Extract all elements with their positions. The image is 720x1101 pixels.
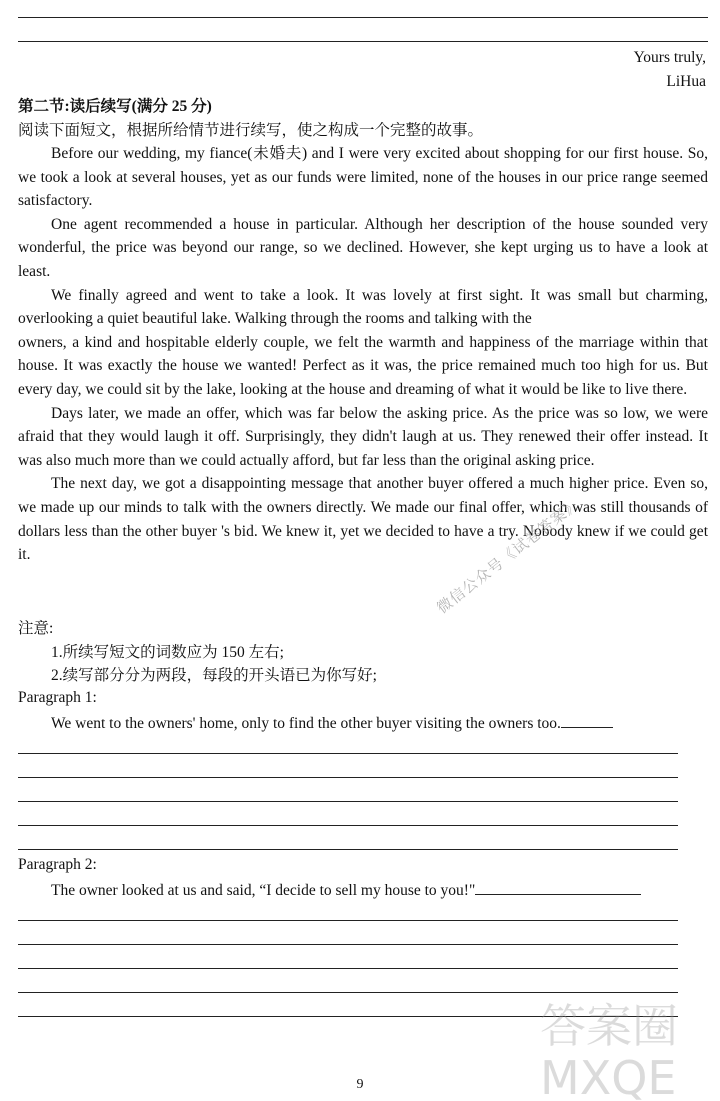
answer-line[interactable] xyxy=(18,944,678,945)
letter-closing: Yours truly, xyxy=(633,49,706,66)
section-title: 第二节:读后续写(满分 25 分) xyxy=(18,98,212,115)
note-item: 1.所续写短文的词数应为 150 左右; xyxy=(51,643,284,661)
paragraph2-label: Paragraph 2: xyxy=(18,856,97,873)
passage-paragraph: Before our wedding, my fiance(未婚夫) and I were very excited about shopping for our first house. So, we took a look at several houses, yet as our funds were limited, none of the houses in our price range seemed satisfactory. xyxy=(18,145,708,210)
notes xyxy=(18,617,708,688)
note-item: 2.续写部分分为两段，每段的开头语已为你写好; xyxy=(51,667,377,685)
passage-paragraph: Days later, we made an offer, which was far below the asking price. As the price was so low, we were afraid that they would laugh it off. Surprisingly, they didn't laugh at us. They renewed their offer instead. It was also much more than we could actually afford, but far less than the original asking price. xyxy=(18,404,708,469)
svg-text:MXQE: MXQE xyxy=(540,1051,677,1101)
page-number: 9 xyxy=(356,1077,364,1092)
answer-line[interactable] xyxy=(18,753,678,754)
passage-paragraph: We finally agreed and went to take a look. It was lovely at first sight. It was small but charming, overlooking a quiet beautiful lake. Walking through the rooms and talking with the xyxy=(18,286,708,328)
reading-passage xyxy=(18,142,708,567)
paragraph2-opening-text: The owner looked at us and said, “I decide to sell my house to you!" xyxy=(51,882,476,899)
notes-heading: 注意: xyxy=(18,620,54,637)
answer-line[interactable] xyxy=(18,825,678,826)
paragraph2-opening xyxy=(51,880,641,900)
paragraph1-label: Paragraph 1: xyxy=(18,689,97,706)
answer-line xyxy=(18,41,708,42)
answer-line[interactable] xyxy=(18,920,678,921)
answer-line[interactable] xyxy=(18,801,678,802)
svg-text:答案圈: 答案圈 xyxy=(540,999,678,1053)
paragraph1-blank[interactable] xyxy=(561,713,613,728)
passage-paragraph: owners, a kind and hospitable elderly couple, we felt the warmth and happiness of the marriage within that house. It was exactly the house we wanted! Perfect as it was, the price remained much too high for us. But every day, we could sit by the lake, looking at the house and dreaming of what it would be like to live there. xyxy=(18,333,708,398)
answer-line xyxy=(18,17,708,18)
answer-line[interactable] xyxy=(18,849,678,850)
watermark: 微信公众号《试卷答案》 xyxy=(433,494,584,618)
paragraph2-blank[interactable] xyxy=(475,880,641,895)
answer-line[interactable] xyxy=(18,968,678,969)
passage-paragraph: The next day, we got a disappointing message that another buyer offered a much higher price. Even so, we made up our minds to talk with the owners directly. We made our final offer, which was still thousands of dollars less than the other buyer 's bid. We knew it, yet we decided to have a try. Nobody knew if we could get it. xyxy=(18,475,708,564)
passage-paragraph: One agent recommended a house in particular. Although her description of the house sounded very wonderful, the price was beyond our range, so we declined. However, she kept urging us to have a look at least. xyxy=(18,215,708,280)
answer-line[interactable] xyxy=(18,777,678,778)
paragraph1-opening-text: We went to the owners' home, only to find the other buyer visiting the owners too. xyxy=(51,715,561,732)
section-instruction: 阅读下面短文，根据所给情节进行续写，使之构成一个完整的故事。 xyxy=(18,122,484,139)
letter-signature: LiHua xyxy=(666,73,706,90)
paragraph1-opening xyxy=(51,713,613,733)
